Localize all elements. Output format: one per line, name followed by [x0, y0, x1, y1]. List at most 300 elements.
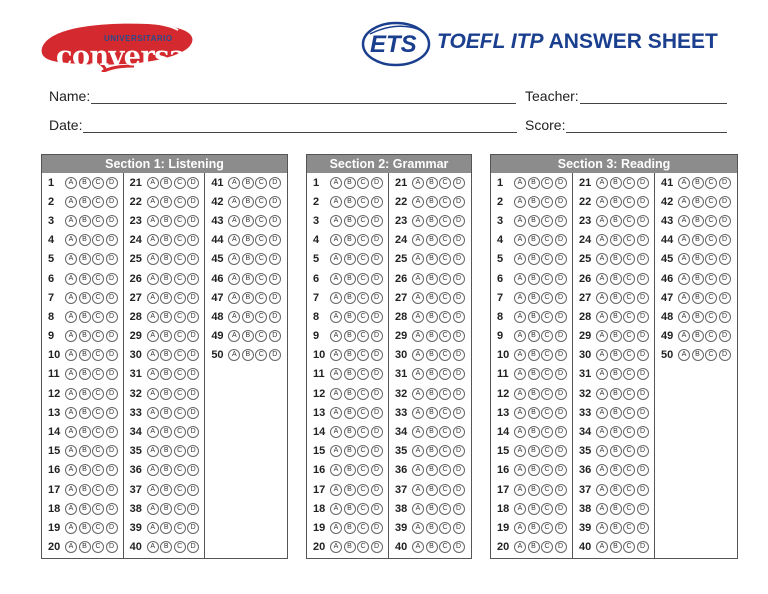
answer-bubble-c[interactable]: C — [705, 273, 717, 285]
answer-bubble-a[interactable]: A — [330, 234, 342, 246]
answer-bubble-c[interactable]: C — [541, 445, 553, 457]
answer-bubble-c[interactable]: C — [623, 253, 635, 265]
answer-bubble-c[interactable]: C — [92, 445, 104, 457]
answer-bubble-d[interactable]: D — [555, 368, 567, 380]
answer-bubble-a[interactable]: A — [65, 426, 77, 438]
answer-bubble-d[interactable]: D — [453, 388, 465, 400]
answer-bubble-a[interactable]: A — [596, 330, 608, 342]
answer-bubble-a[interactable]: A — [65, 215, 77, 227]
answer-bubble-d[interactable]: D — [555, 349, 567, 361]
answer-bubble-c[interactable]: C — [705, 234, 717, 246]
answer-bubble-c[interactable]: C — [439, 215, 451, 227]
answer-bubble-d[interactable]: D — [187, 541, 199, 553]
answer-bubble-b[interactable]: B — [426, 445, 438, 457]
answer-bubble-d[interactable]: D — [637, 484, 649, 496]
answer-bubble-d[interactable]: D — [555, 445, 567, 457]
answer-bubble-a[interactable]: A — [65, 522, 77, 534]
answer-bubble-b[interactable]: B — [242, 292, 254, 304]
answer-bubble-d[interactable]: D — [371, 292, 383, 304]
answer-bubble-c[interactable]: C — [705, 311, 717, 323]
answer-bubble-a[interactable]: A — [596, 215, 608, 227]
answer-bubble-c[interactable]: C — [623, 196, 635, 208]
answer-bubble-d[interactable]: D — [187, 464, 199, 476]
answer-bubble-a[interactable]: A — [147, 522, 159, 534]
answer-bubble-c[interactable]: C — [439, 484, 451, 496]
answer-bubble-a[interactable]: A — [228, 311, 240, 323]
answer-bubble-c[interactable]: C — [174, 484, 186, 496]
answer-bubble-d[interactable]: D — [106, 503, 118, 515]
answer-bubble-a[interactable]: A — [330, 368, 342, 380]
answer-bubble-a[interactable]: A — [514, 215, 526, 227]
answer-bubble-b[interactable]: B — [344, 349, 356, 361]
answer-bubble-b[interactable]: B — [79, 407, 91, 419]
answer-bubble-d[interactable]: D — [719, 311, 731, 323]
answer-bubble-a[interactable]: A — [514, 253, 526, 265]
answer-bubble-b[interactable]: B — [610, 445, 622, 457]
answer-bubble-c[interactable]: C — [255, 177, 267, 189]
answer-bubble-b[interactable]: B — [426, 292, 438, 304]
answer-bubble-d[interactable]: D — [637, 464, 649, 476]
answer-bubble-d[interactable]: D — [269, 253, 281, 265]
answer-bubble-c[interactable]: C — [541, 177, 553, 189]
answer-bubble-c[interactable]: C — [357, 330, 369, 342]
answer-bubble-a[interactable]: A — [65, 177, 77, 189]
answer-bubble-b[interactable]: B — [79, 215, 91, 227]
answer-bubble-b[interactable]: B — [79, 349, 91, 361]
answer-bubble-b[interactable]: B — [79, 292, 91, 304]
answer-bubble-a[interactable]: A — [678, 177, 690, 189]
answer-bubble-c[interactable]: C — [705, 292, 717, 304]
answer-bubble-a[interactable]: A — [514, 484, 526, 496]
answer-bubble-a[interactable]: A — [596, 541, 608, 553]
answer-bubble-a[interactable]: A — [330, 177, 342, 189]
answer-bubble-a[interactable]: A — [65, 292, 77, 304]
answer-bubble-d[interactable]: D — [637, 215, 649, 227]
answer-bubble-c[interactable]: C — [439, 464, 451, 476]
answer-bubble-d[interactable]: D — [187, 330, 199, 342]
answer-bubble-b[interactable]: B — [610, 196, 622, 208]
answer-bubble-c[interactable]: C — [541, 407, 553, 419]
answer-bubble-c[interactable]: C — [357, 196, 369, 208]
answer-bubble-b[interactable]: B — [426, 253, 438, 265]
answer-bubble-a[interactable]: A — [514, 196, 526, 208]
answer-bubble-b[interactable]: B — [79, 388, 91, 400]
answer-bubble-d[interactable]: D — [637, 311, 649, 323]
answer-bubble-a[interactable]: A — [330, 522, 342, 534]
answer-bubble-a[interactable]: A — [412, 253, 424, 265]
answer-bubble-c[interactable]: C — [174, 215, 186, 227]
answer-bubble-d[interactable]: D — [453, 273, 465, 285]
answer-bubble-c[interactable]: C — [623, 311, 635, 323]
answer-bubble-d[interactable]: D — [637, 426, 649, 438]
answer-bubble-c[interactable]: C — [174, 292, 186, 304]
answer-bubble-c[interactable]: C — [357, 445, 369, 457]
answer-bubble-d[interactable]: D — [719, 330, 731, 342]
answer-bubble-c[interactable]: C — [357, 292, 369, 304]
answer-bubble-a[interactable]: A — [412, 464, 424, 476]
answer-bubble-a[interactable]: A — [330, 349, 342, 361]
answer-bubble-d[interactable]: D — [187, 484, 199, 496]
answer-bubble-a[interactable]: A — [147, 484, 159, 496]
answer-bubble-d[interactable]: D — [453, 292, 465, 304]
answer-bubble-a[interactable]: A — [514, 368, 526, 380]
answer-bubble-b[interactable]: B — [160, 196, 172, 208]
answer-bubble-a[interactable]: A — [330, 503, 342, 515]
answer-bubble-b[interactable]: B — [344, 292, 356, 304]
answer-bubble-c[interactable]: C — [623, 388, 635, 400]
answer-bubble-d[interactable]: D — [371, 388, 383, 400]
answer-bubble-a[interactable]: A — [596, 253, 608, 265]
answer-bubble-b[interactable]: B — [344, 426, 356, 438]
answer-bubble-a[interactable]: A — [330, 426, 342, 438]
answer-bubble-b[interactable]: B — [528, 503, 540, 515]
answer-bubble-a[interactable]: A — [514, 330, 526, 342]
answer-bubble-a[interactable]: A — [514, 311, 526, 323]
answer-bubble-a[interactable]: A — [412, 215, 424, 227]
answer-bubble-b[interactable]: B — [610, 349, 622, 361]
answer-bubble-c[interactable]: C — [357, 215, 369, 227]
answer-bubble-c[interactable]: C — [92, 330, 104, 342]
answer-bubble-d[interactable]: D — [555, 273, 567, 285]
answer-bubble-a[interactable]: A — [678, 330, 690, 342]
answer-bubble-d[interactable]: D — [106, 349, 118, 361]
answer-bubble-a[interactable]: A — [412, 426, 424, 438]
answer-bubble-d[interactable]: D — [555, 464, 567, 476]
answer-bubble-b[interactable]: B — [79, 464, 91, 476]
answer-bubble-b[interactable]: B — [426, 541, 438, 553]
answer-bubble-d[interactable]: D — [269, 292, 281, 304]
answer-bubble-b[interactable]: B — [79, 445, 91, 457]
answer-bubble-a[interactable]: A — [228, 196, 240, 208]
answer-bubble-a[interactable]: A — [147, 368, 159, 380]
answer-bubble-c[interactable]: C — [92, 311, 104, 323]
answer-bubble-d[interactable]: D — [187, 177, 199, 189]
answer-bubble-b[interactable]: B — [242, 273, 254, 285]
answer-bubble-d[interactable]: D — [371, 330, 383, 342]
answer-bubble-d[interactable]: D — [555, 503, 567, 515]
answer-bubble-b[interactable]: B — [528, 484, 540, 496]
answer-bubble-b[interactable]: B — [610, 273, 622, 285]
answer-bubble-c[interactable]: C — [92, 407, 104, 419]
answer-bubble-a[interactable]: A — [514, 273, 526, 285]
answer-bubble-c[interactable]: C — [174, 407, 186, 419]
answer-bubble-a[interactable]: A — [147, 407, 159, 419]
answer-bubble-d[interactable]: D — [555, 388, 567, 400]
answer-bubble-d[interactable]: D — [371, 177, 383, 189]
answer-bubble-d[interactable]: D — [106, 177, 118, 189]
answer-bubble-d[interactable]: D — [371, 426, 383, 438]
answer-bubble-d[interactable]: D — [269, 349, 281, 361]
answer-bubble-b[interactable]: B — [610, 541, 622, 553]
answer-bubble-d[interactable]: D — [371, 464, 383, 476]
answer-bubble-b[interactable]: B — [344, 368, 356, 380]
answer-bubble-c[interactable]: C — [357, 311, 369, 323]
answer-bubble-d[interactable]: D — [371, 215, 383, 227]
answer-bubble-c[interactable]: C — [439, 330, 451, 342]
answer-bubble-a[interactable]: A — [412, 445, 424, 457]
answer-bubble-c[interactable]: C — [92, 368, 104, 380]
answer-bubble-c[interactable]: C — [174, 177, 186, 189]
answer-bubble-c[interactable]: C — [255, 349, 267, 361]
answer-bubble-b[interactable]: B — [528, 522, 540, 534]
answer-bubble-b[interactable]: B — [160, 311, 172, 323]
answer-bubble-a[interactable]: A — [147, 388, 159, 400]
answer-bubble-a[interactable]: A — [228, 349, 240, 361]
answer-bubble-d[interactable]: D — [106, 484, 118, 496]
answer-bubble-a[interactable]: A — [596, 407, 608, 419]
answer-bubble-d[interactable]: D — [719, 177, 731, 189]
answer-bubble-c[interactable]: C — [623, 464, 635, 476]
answer-bubble-b[interactable]: B — [610, 407, 622, 419]
answer-bubble-c[interactable]: C — [255, 292, 267, 304]
answer-bubble-b[interactable]: B — [426, 330, 438, 342]
answer-bubble-d[interactable]: D — [371, 407, 383, 419]
answer-bubble-b[interactable]: B — [610, 368, 622, 380]
answer-bubble-d[interactable]: D — [719, 215, 731, 227]
answer-bubble-b[interactable]: B — [160, 484, 172, 496]
answer-bubble-d[interactable]: D — [637, 177, 649, 189]
answer-bubble-a[interactable]: A — [596, 522, 608, 534]
answer-bubble-b[interactable]: B — [692, 273, 704, 285]
answer-bubble-b[interactable]: B — [344, 330, 356, 342]
answer-bubble-d[interactable]: D — [106, 426, 118, 438]
answer-bubble-c[interactable]: C — [357, 253, 369, 265]
answer-bubble-d[interactable]: D — [269, 330, 281, 342]
answer-bubble-d[interactable]: D — [269, 196, 281, 208]
answer-bubble-d[interactable]: D — [637, 503, 649, 515]
answer-bubble-d[interactable]: D — [453, 426, 465, 438]
answer-bubble-b[interactable]: B — [610, 292, 622, 304]
answer-bubble-c[interactable]: C — [705, 177, 717, 189]
answer-bubble-b[interactable]: B — [79, 253, 91, 265]
answer-bubble-d[interactable]: D — [637, 541, 649, 553]
answer-bubble-d[interactable]: D — [371, 349, 383, 361]
answer-bubble-d[interactable]: D — [453, 234, 465, 246]
answer-bubble-b[interactable]: B — [344, 215, 356, 227]
answer-bubble-d[interactable]: D — [187, 234, 199, 246]
answer-bubble-c[interactable]: C — [541, 215, 553, 227]
answer-bubble-a[interactable]: A — [678, 215, 690, 227]
answer-bubble-b[interactable]: B — [344, 234, 356, 246]
answer-bubble-d[interactable]: D — [719, 253, 731, 265]
answer-bubble-b[interactable]: B — [528, 196, 540, 208]
answer-bubble-b[interactable]: B — [344, 177, 356, 189]
answer-bubble-d[interactable]: D — [269, 215, 281, 227]
answer-bubble-d[interactable]: D — [269, 273, 281, 285]
answer-bubble-b[interactable]: B — [242, 196, 254, 208]
answer-bubble-c[interactable]: C — [92, 503, 104, 515]
answer-bubble-c[interactable]: C — [255, 234, 267, 246]
answer-bubble-b[interactable]: B — [79, 522, 91, 534]
answer-bubble-a[interactable]: A — [147, 234, 159, 246]
answer-bubble-c[interactable]: C — [357, 388, 369, 400]
answer-bubble-c[interactable]: C — [174, 445, 186, 457]
answer-bubble-c[interactable]: C — [541, 522, 553, 534]
answer-bubble-d[interactable]: D — [106, 368, 118, 380]
answer-bubble-c[interactable]: C — [439, 177, 451, 189]
answer-bubble-d[interactable]: D — [106, 407, 118, 419]
answer-bubble-c[interactable]: C — [357, 522, 369, 534]
answer-bubble-c[interactable]: C — [541, 253, 553, 265]
answer-bubble-d[interactable]: D — [637, 330, 649, 342]
answer-bubble-b[interactable]: B — [160, 445, 172, 457]
answer-bubble-a[interactable]: A — [514, 177, 526, 189]
answer-bubble-c[interactable]: C — [174, 196, 186, 208]
answer-bubble-b[interactable]: B — [160, 177, 172, 189]
answer-bubble-c[interactable]: C — [541, 368, 553, 380]
answer-bubble-c[interactable]: C — [439, 292, 451, 304]
answer-bubble-d[interactable]: D — [106, 196, 118, 208]
answer-bubble-c[interactable]: C — [439, 426, 451, 438]
answer-bubble-d[interactable]: D — [187, 349, 199, 361]
answer-bubble-b[interactable]: B — [692, 196, 704, 208]
answer-bubble-c[interactable]: C — [623, 503, 635, 515]
answer-bubble-a[interactable]: A — [412, 234, 424, 246]
answer-bubble-d[interactable]: D — [453, 407, 465, 419]
answer-bubble-d[interactable]: D — [453, 253, 465, 265]
answer-bubble-b[interactable]: B — [426, 503, 438, 515]
answer-bubble-b[interactable]: B — [610, 234, 622, 246]
answer-bubble-b[interactable]: B — [692, 234, 704, 246]
answer-bubble-c[interactable]: C — [92, 388, 104, 400]
answer-bubble-a[interactable]: A — [596, 426, 608, 438]
answer-bubble-a[interactable]: A — [514, 292, 526, 304]
answer-bubble-c[interactable]: C — [623, 541, 635, 553]
answer-bubble-c[interactable]: C — [541, 503, 553, 515]
answer-bubble-b[interactable]: B — [79, 177, 91, 189]
answer-bubble-a[interactable]: A — [330, 388, 342, 400]
answer-bubble-d[interactable]: D — [371, 253, 383, 265]
answer-bubble-d[interactable]: D — [555, 177, 567, 189]
answer-bubble-d[interactable]: D — [187, 522, 199, 534]
answer-bubble-d[interactable]: D — [453, 368, 465, 380]
answer-bubble-d[interactable]: D — [187, 253, 199, 265]
answer-bubble-b[interactable]: B — [528, 292, 540, 304]
answer-bubble-a[interactable]: A — [147, 503, 159, 515]
answer-bubble-b[interactable]: B — [692, 349, 704, 361]
answer-bubble-b[interactable]: B — [160, 503, 172, 515]
answer-bubble-d[interactable]: D — [719, 292, 731, 304]
answer-bubble-a[interactable]: A — [330, 484, 342, 496]
answer-bubble-c[interactable]: C — [541, 464, 553, 476]
answer-bubble-b[interactable]: B — [344, 445, 356, 457]
answer-bubble-b[interactable]: B — [426, 311, 438, 323]
answer-bubble-c[interactable]: C — [174, 541, 186, 553]
answer-bubble-a[interactable]: A — [514, 407, 526, 419]
answer-bubble-d[interactable]: D — [187, 273, 199, 285]
answer-bubble-d[interactable]: D — [555, 234, 567, 246]
answer-bubble-a[interactable]: A — [65, 541, 77, 553]
answer-bubble-b[interactable]: B — [610, 522, 622, 534]
answer-bubble-a[interactable]: A — [514, 464, 526, 476]
answer-bubble-b[interactable]: B — [692, 330, 704, 342]
answer-bubble-b[interactable]: B — [610, 215, 622, 227]
answer-bubble-d[interactable]: D — [555, 253, 567, 265]
answer-bubble-c[interactable]: C — [541, 349, 553, 361]
answer-bubble-d[interactable]: D — [637, 292, 649, 304]
answer-bubble-d[interactable]: D — [371, 541, 383, 553]
answer-bubble-a[interactable]: A — [65, 503, 77, 515]
answer-bubble-d[interactable]: D — [453, 503, 465, 515]
answer-bubble-a[interactable]: A — [330, 541, 342, 553]
answer-bubble-b[interactable]: B — [610, 177, 622, 189]
answer-bubble-b[interactable]: B — [426, 426, 438, 438]
answer-bubble-c[interactable]: C — [541, 541, 553, 553]
answer-bubble-d[interactable]: D — [106, 330, 118, 342]
answer-bubble-d[interactable]: D — [453, 464, 465, 476]
date-field[interactable] — [49, 117, 517, 133]
answer-bubble-b[interactable]: B — [160, 349, 172, 361]
answer-bubble-d[interactable]: D — [269, 311, 281, 323]
answer-bubble-a[interactable]: A — [412, 273, 424, 285]
answer-bubble-a[interactable]: A — [412, 388, 424, 400]
answer-bubble-a[interactable]: A — [147, 273, 159, 285]
answer-bubble-d[interactable]: D — [187, 292, 199, 304]
answer-bubble-c[interactable]: C — [92, 234, 104, 246]
answer-bubble-a[interactable]: A — [678, 253, 690, 265]
answer-bubble-b[interactable]: B — [426, 215, 438, 227]
answer-bubble-c[interactable]: C — [174, 368, 186, 380]
answer-bubble-c[interactable]: C — [92, 292, 104, 304]
answer-bubble-d[interactable]: D — [187, 503, 199, 515]
answer-bubble-b[interactable]: B — [528, 177, 540, 189]
answer-bubble-c[interactable]: C — [357, 541, 369, 553]
answer-bubble-b[interactable]: B — [528, 311, 540, 323]
answer-bubble-c[interactable]: C — [92, 349, 104, 361]
answer-bubble-a[interactable]: A — [678, 196, 690, 208]
answer-bubble-b[interactable]: B — [426, 368, 438, 380]
answer-bubble-d[interactable]: D — [187, 215, 199, 227]
answer-bubble-a[interactable]: A — [596, 484, 608, 496]
answer-bubble-a[interactable]: A — [514, 234, 526, 246]
answer-bubble-b[interactable]: B — [528, 388, 540, 400]
answer-bubble-b[interactable]: B — [528, 541, 540, 553]
answer-bubble-d[interactable]: D — [371, 445, 383, 457]
answer-bubble-d[interactable]: D — [187, 388, 199, 400]
answer-bubble-c[interactable]: C — [174, 330, 186, 342]
answer-bubble-c[interactable]: C — [439, 273, 451, 285]
answer-bubble-a[interactable]: A — [514, 426, 526, 438]
answer-bubble-c[interactable]: C — [174, 522, 186, 534]
answer-bubble-b[interactable]: B — [528, 349, 540, 361]
answer-bubble-b[interactable]: B — [79, 273, 91, 285]
answer-bubble-d[interactable]: D — [637, 196, 649, 208]
answer-bubble-a[interactable]: A — [596, 503, 608, 515]
answer-bubble-a[interactable]: A — [147, 464, 159, 476]
answer-bubble-c[interactable]: C — [92, 273, 104, 285]
answer-bubble-b[interactable]: B — [344, 253, 356, 265]
answer-bubble-d[interactable]: D — [719, 273, 731, 285]
answer-bubble-a[interactable]: A — [228, 273, 240, 285]
answer-bubble-d[interactable]: D — [637, 253, 649, 265]
answer-bubble-d[interactable]: D — [371, 311, 383, 323]
answer-bubble-c[interactable]: C — [541, 292, 553, 304]
answer-bubble-a[interactable]: A — [596, 234, 608, 246]
answer-bubble-d[interactable]: D — [371, 234, 383, 246]
answer-bubble-a[interactable]: A — [596, 311, 608, 323]
answer-bubble-a[interactable]: A — [330, 292, 342, 304]
answer-bubble-a[interactable]: A — [596, 445, 608, 457]
answer-bubble-d[interactable]: D — [555, 196, 567, 208]
answer-bubble-a[interactable]: A — [514, 445, 526, 457]
answer-bubble-a[interactable]: A — [678, 349, 690, 361]
answer-bubble-b[interactable]: B — [692, 177, 704, 189]
answer-bubble-c[interactable]: C — [357, 234, 369, 246]
answer-bubble-c[interactable]: C — [92, 426, 104, 438]
answer-bubble-a[interactable]: A — [596, 177, 608, 189]
answer-bubble-b[interactable]: B — [528, 273, 540, 285]
answer-bubble-b[interactable]: B — [344, 311, 356, 323]
